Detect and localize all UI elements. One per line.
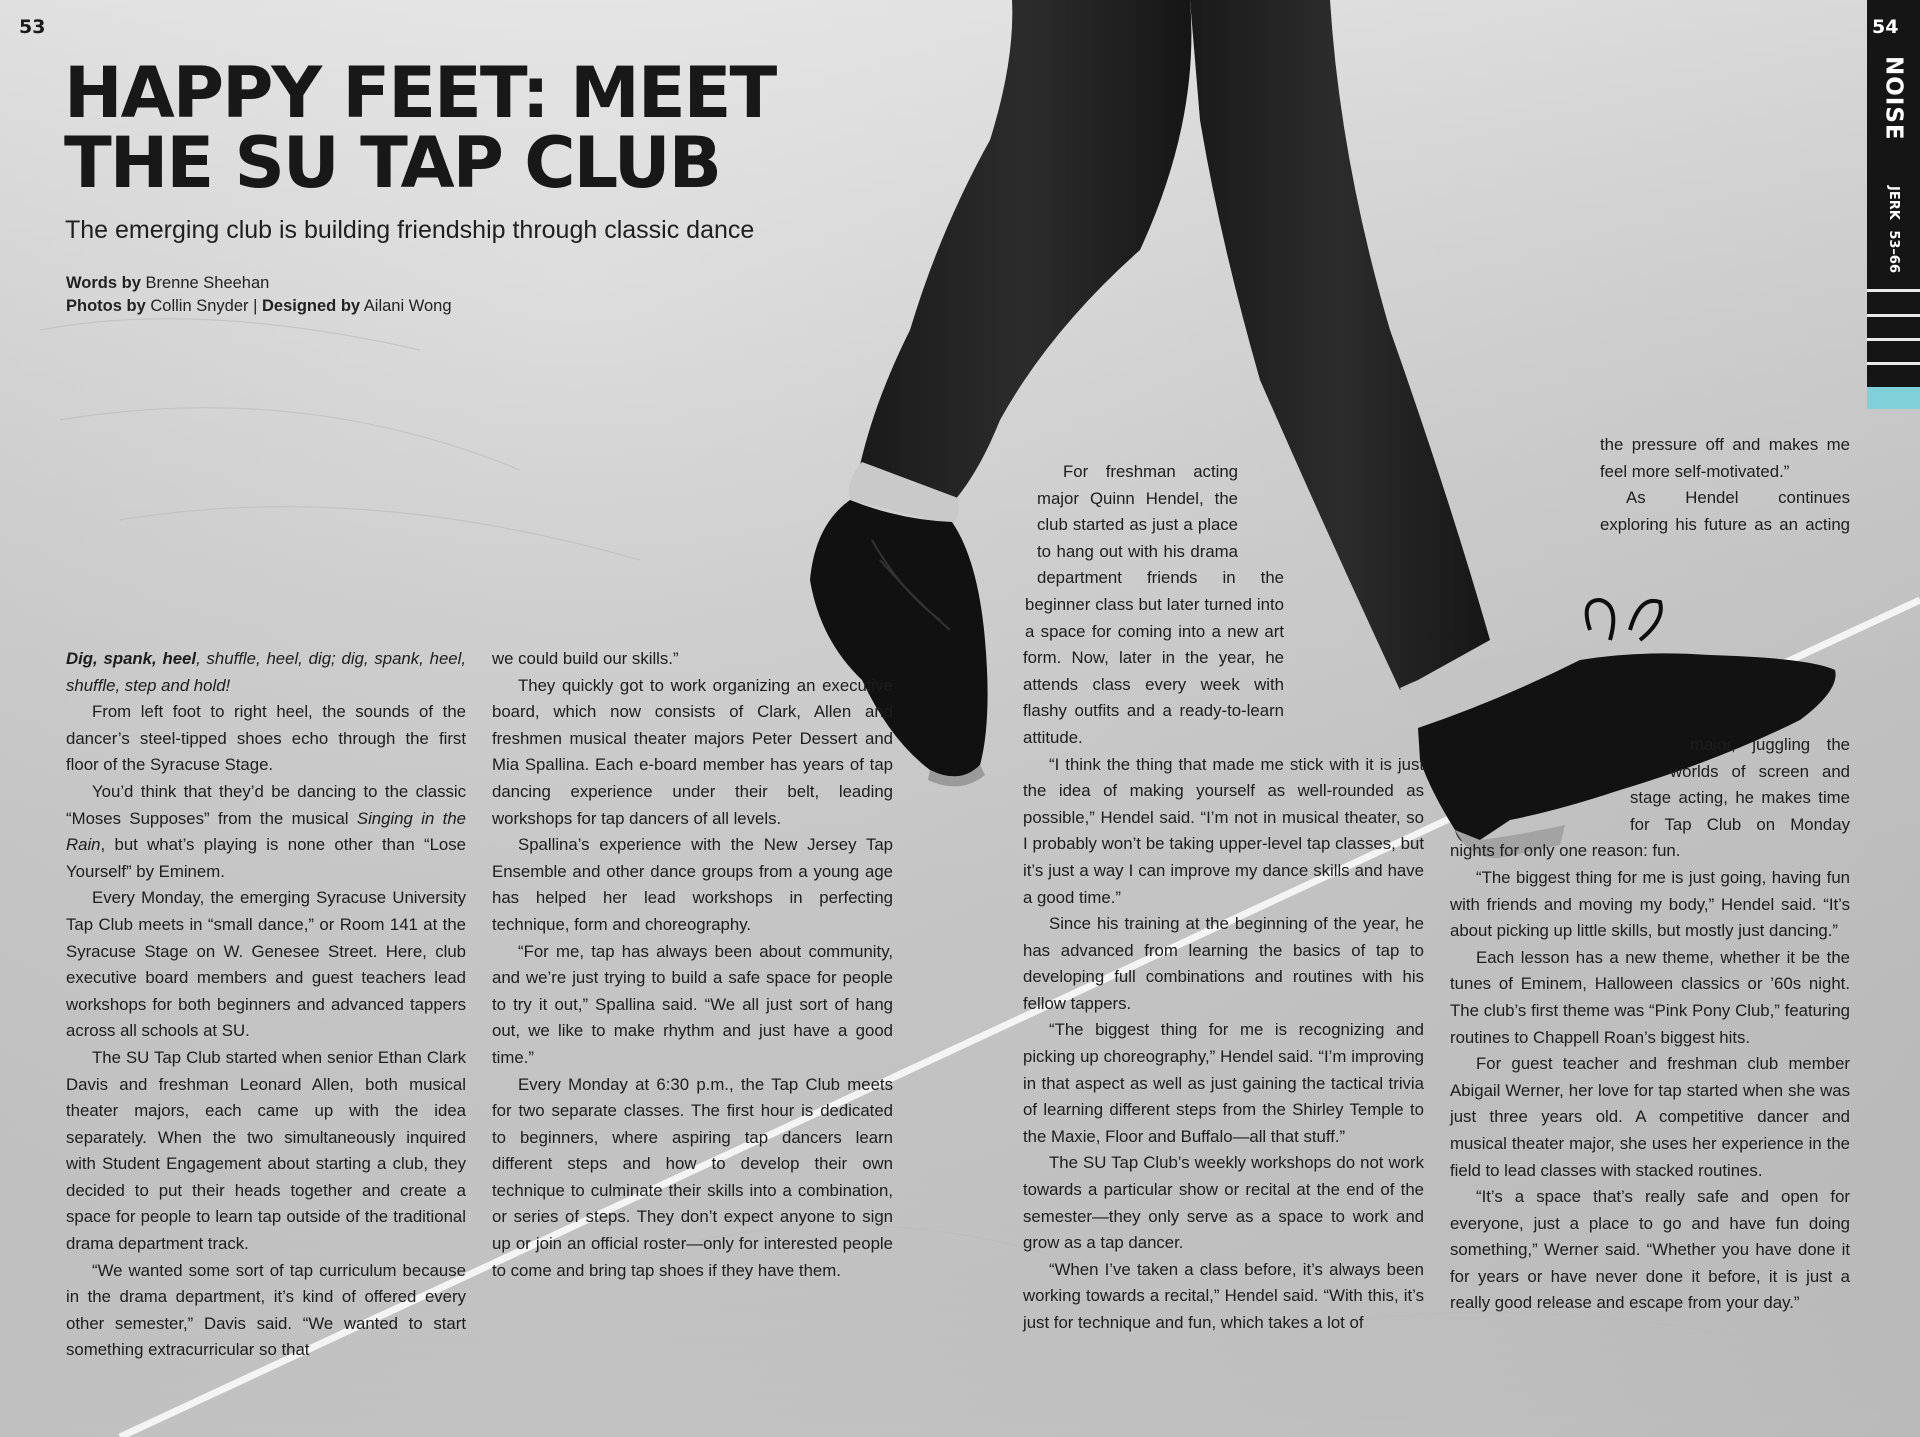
byline — [66, 272, 452, 318]
body-paragraph: “When I’ve taken a class before, it’s always been working towards a recital,” Hendel said. “With this, it’s just for technique and fun, which takes a lot of — [1023, 1259, 1424, 1332]
byline-photos-design: Photos by Collin Snyder | Designed by Ailani Wong — [66, 297, 452, 315]
body-paragraph: “I think the thing that made me stick with it is just the idea of making yourself as well-rounded as possible,” Hendel said. “I’m not in musical theater, so I probably won’t be taking upper-level tap classes, but it’s just a way I can improve my dance skills and have a good time.” — [1023, 754, 1424, 907]
byline-words: Words by Brenne Sheehan — [66, 274, 270, 292]
body-paragraph: The SU Tap Club’s weekly workshops do not work towards a particular show or recital at the end of the semester—they only serve as a space to work and grow as a tap dancer. — [1023, 1153, 1424, 1253]
article-column-3 — [1023, 459, 1424, 1337]
section-tab-range: JERK 53–66 — [1886, 186, 1901, 274]
body-paragraph: The SU Tap Club started when senior Ethan Clark Davis and freshman Leonard Allen, both musical theater majors, each came up with the idea separately. When the two simultaneously inquired with Student Engagement about starting a club, they decided to put their heads together and create a space for people to learn tap outside of the traditional drama department track. — [66, 1047, 466, 1254]
lede-paragraph: Dig, spank, heel, shuffle, heel, dig; dig, spank, heel, shuffle, step and hold! — [66, 649, 467, 695]
body-paragraph: “For me, tap has always been about community, and we’re just trying to build a safe space for people to try it out,” Spallina said. “We all just sort of hang out, we like to make rhythm and just have a good time.” — [492, 941, 893, 1067]
page-number-left: 53 — [19, 16, 46, 38]
section-tab-accent — [1867, 387, 1920, 409]
body-paragraph: As Hendel continues exploring his future as an acting major, juggling the worlds of screen and stage acting, he makes time for Tap Club on Monday nights for only one reason: fun. — [1450, 488, 1850, 861]
body-paragraph: For guest teacher and freshman club member Abigail Werner, her love for tap started when she was just three years old. A competitive dancer and musical theater major, she uses her experience in the field to lead classes with stacked routines. — [1450, 1054, 1850, 1180]
body-paragraph: “The biggest thing for me is recognizing and picking up choreography,” Hendel said. “I’m improving in that aspect as well as just gaining the tactical trivia of learning different steps from the Shirley Temple to the Maxie, Floor and Buffalo—all that stuff.” — [1023, 1020, 1424, 1146]
article-column-1 — [66, 646, 466, 1364]
article-column-4 — [1450, 432, 1850, 1317]
body-paragraph: “It’s a space that’s really safe and open for everyone, just a place to go and have fun doing something,” Werner said. “Whether you have done it for years or have never done it before, it is just a really good release and escape from your day.” — [1450, 1187, 1850, 1313]
tab-divider — [1867, 289, 1920, 292]
body-paragraph: Each lesson has a new theme, whether it be the tunes of Eminem, Halloween classics or ’60s night. The club’s first theme was “Pink Pony Club,” featuring routines to Chappell Roan’s biggest hits. — [1450, 947, 1850, 1047]
section-tab-label: NOISE — [1880, 56, 1907, 141]
article-headline — [64, 52, 776, 204]
body-paragraph: They quickly got to work organizing an executive board, which now consists of Clark, Allen and freshmen musical theater majors Peter Dessert and Mia Spallina. Each e-board member has years of tap dancing experience under their belt, leading workshops for tap dancers of all levels. — [492, 675, 893, 828]
body-paragraph: You’d think that they’d be dancing to the classic “Moses Supposes” from the musical Singing in the Rain, but what’s playing is none other than “Lose Yourself” by Eminem. — [66, 781, 467, 881]
headline-line-2: THE SU TAP CLUB — [64, 122, 720, 204]
body-paragraph: we could build our skills.” — [492, 649, 679, 668]
tab-divider — [1867, 362, 1920, 365]
tab-divider — [1867, 338, 1920, 341]
body-paragraph: “We wanted some sort of tap curriculum because in the drama department, it’s kind of offered every other semester,” Davis said. “We wanted to start something extracurricular so that — [66, 1260, 466, 1360]
body-paragraph: Since his training at the beginning of the year, he has advanced from learning the basics of tap to developing full combinations and routines with his fellow tappers. — [1023, 914, 1424, 1013]
article-column-2 — [492, 646, 893, 1284]
body-paragraph: Every Monday at 6:30 p.m., the Tap Club meets for two separate classes. The first hour is dedicated to beginners, where aspiring tap dancers learn different steps and how to develop their own technique to culminate their skills into a combination, or series of steps. They don’t expect anyone to sign up or join an official roster—only for interested people to come and bring tap shoes if they have them. — [492, 1074, 893, 1280]
body-paragraph: From left foot to right heel, the sounds of the dancer’s steel-tipped shoes echo through the first floor of the Syracuse Stage. — [66, 702, 466, 775]
body-paragraph: Every Monday, the emerging Syracuse University Tap Club meets in “small dance,” or Room 141 at the Syracuse Stage on W. Genesee Street. Here, club executive board members and guest teachers lead workshops for both beginners and advanced tappers across all schools at SU. — [66, 888, 466, 1041]
article-subtitle: The emerging club is building friendship through classic dance — [65, 216, 755, 244]
page-number-right: 54 — [1872, 16, 1899, 38]
body-paragraph: “The biggest thing for me is just going, having fun with friends and moving my body,” Hendel said. “It’s about picking up little skills, but mostly just dancing.” — [1450, 867, 1850, 941]
headline-line-1: HAPPY FEET: MEET — [64, 52, 776, 134]
body-paragraph: Spallina’s experience with the New Jersey Tap Ensemble and other dance groups from a young age has helped her lead workshops in perfecting technique, form and choreography. — [492, 835, 893, 934]
body-paragraph: For freshman acting major Quinn Hendel, the club started as just a place to hang out with his drama department friends in the beginner class but later turned into a space for coming into a new art form. Now, later in the year, he attends class every week with flashy outfits and a ready-to-learn attitude. — [1023, 462, 1284, 747]
tab-divider — [1867, 314, 1920, 317]
body-paragraph: the pressure off and makes me feel more self-motivated.” — [1600, 435, 1850, 481]
